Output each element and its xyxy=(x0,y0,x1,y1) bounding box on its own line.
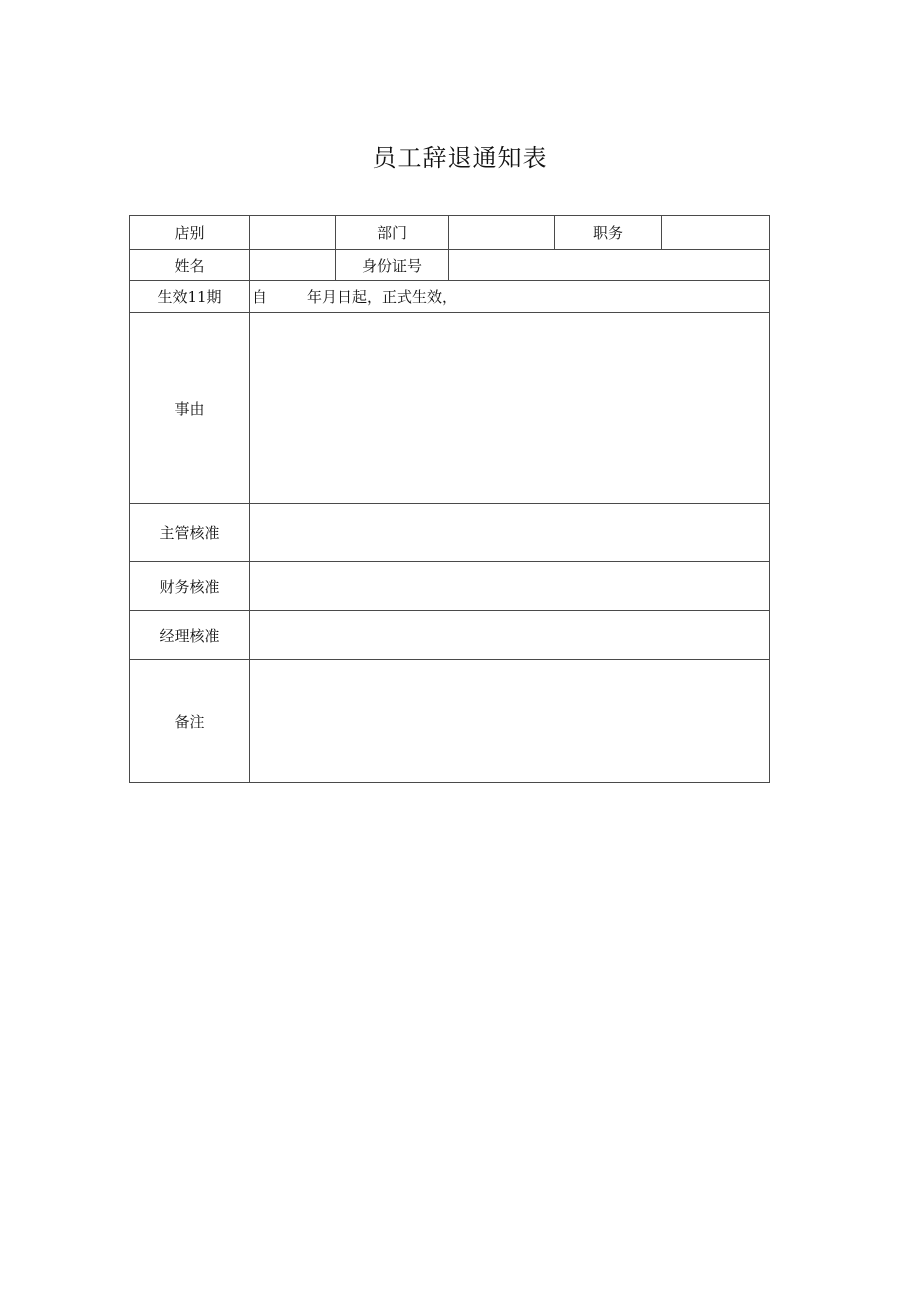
reason-field[interactable] xyxy=(250,313,770,504)
position-field[interactable] xyxy=(662,216,770,250)
form-row-finance-approval xyxy=(130,562,770,611)
finance-approval-label: 财务核准 xyxy=(130,562,250,611)
effective-date-field[interactable] xyxy=(250,281,770,313)
supervisor-approval-field[interactable] xyxy=(250,504,770,562)
finance-approval-field[interactable] xyxy=(250,562,770,611)
department-label: 部门 xyxy=(336,216,449,250)
form-row-name xyxy=(130,250,770,281)
remarks-label: 备注 xyxy=(130,660,250,783)
form-row-store xyxy=(130,216,770,250)
reason-label: 事由 xyxy=(130,313,250,504)
form-row-remarks xyxy=(130,660,770,783)
form-row-effective-date xyxy=(130,281,770,313)
name-field[interactable] xyxy=(250,250,336,281)
effective-date-text: 年月日起，正式生效， xyxy=(307,288,458,306)
position-label: 职务 xyxy=(555,216,662,250)
id-number-label: 身份证号 xyxy=(336,250,449,281)
store-label: 店别 xyxy=(130,216,250,250)
form-row-manager-approval xyxy=(130,611,770,660)
remarks-field[interactable] xyxy=(250,660,770,783)
dismissal-form-table xyxy=(129,215,770,783)
supervisor-approval-label: 主管核准 xyxy=(130,504,250,562)
store-field[interactable] xyxy=(250,216,336,250)
id-number-field[interactable] xyxy=(449,250,770,281)
form-row-reason xyxy=(130,313,770,504)
manager-approval-field[interactable] xyxy=(250,611,770,660)
manager-approval-label: 经理核准 xyxy=(130,611,250,660)
name-label: 姓名 xyxy=(130,250,250,281)
effective-date-label: 生效11期 xyxy=(130,281,250,313)
form-title: 员工辞退通知表 xyxy=(372,144,548,172)
department-field[interactable] xyxy=(449,216,555,250)
form-row-supervisor-approval xyxy=(130,504,770,562)
effective-date-prefix: 自 xyxy=(252,288,268,306)
